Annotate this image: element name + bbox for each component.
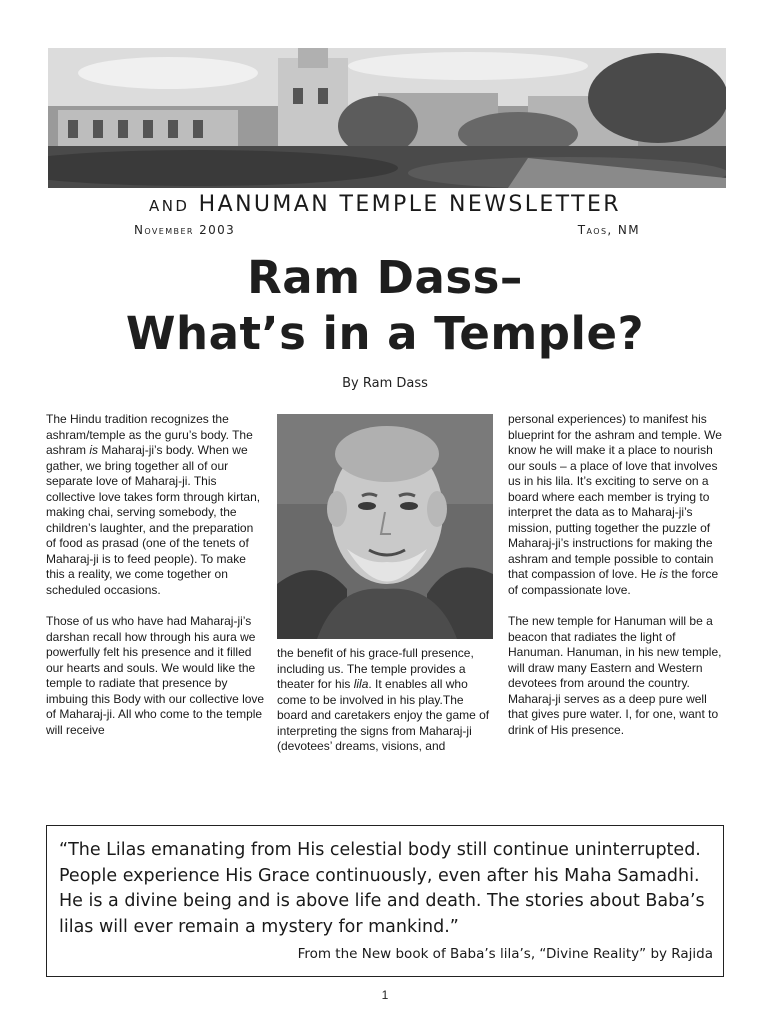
issue-location: Taos, NM	[577, 223, 640, 237]
article-column-3	[508, 412, 730, 754]
pull-quote-box	[46, 825, 724, 977]
paragraph: The new temple for Hanuman will be a beacon that radiates the light of Hanuman. Hanuman, in his new temple, will draw many Eastern and Western devotees from around the country. Maharaj-ji serves as a deep pure well that gives pure water. I, for one, want to drink of His presence.	[508, 614, 722, 737]
pull-quote-text: “The Lilas emanating from His celestial body still continue uninterrupted. People experience His Grace continuously, even after his Maha Samadhi. He is a divine being and is above life and death. The stories about Baba’s lilas will ever remain a mystery for mankind.”	[59, 840, 705, 937]
paragraph: personal experiences) to manifest his blueprint for the ashram and temple. We know he will make it a place to nourish our souls – a place of love that involves us in his lila. It’s exciting to serve on a board where each member is trying to interpret the data as to Maharaj-ji’s mission, putting together the puzzle of Maharaj-ji’s instructions for making the ashram and temple possible to contain that compassion of love. He is the force of compassionate love.	[508, 412, 722, 597]
issue-date: November 2003	[134, 223, 236, 237]
banner-photo-temple-grounds	[48, 48, 726, 188]
page-number: 1	[381, 988, 389, 1002]
article-byline: By Ram Dass	[342, 376, 428, 391]
masthead-name: HANUMAN TEMPLE NEWSLETTER	[198, 192, 621, 217]
pull-quote-source: From the New book of Baba’s lila’s, “Divine Reality” by Rajida	[297, 946, 713, 962]
article-column-1	[46, 412, 266, 754]
article-headline	[0, 250, 770, 362]
paragraph: the benefit of his grace-full presence, including us. The temple provides a theater for his lila. It enables all who come to be involved in his play.The board and caretakers enjoy the game of interpreting the signs from Maharaj-ji (devotees’ dreams, visions, and	[277, 646, 490, 753]
paragraph: Those of us who have had Maharaj-ji’s darshan recall how through his aura we powerfully felt his presence and it filled our hearts and souls. We would like the temple to radiate that presence by imbuing this Body with our collective love of Maharaj-ji. All who come to the temple will receive	[46, 614, 265, 737]
paragraph: The Hindu tradition recognizes the ashram/temple as the guru’s body. The ashram is Maharaj-ji’s body. When we gather, we bring together all of our separate love of Maharaj-ji. This collective love takes form through kirtan, making chai, serving somebody, the children’s laughter, and the preparation of food as prasad (one of the tenets of Maharaj-ji is to feed people). To make this a reality, we come together on scheduled occasions.	[46, 412, 261, 597]
headline-line-1: Ram Dass–	[247, 251, 523, 304]
masthead-title	[0, 192, 770, 217]
masthead-prefix: and	[149, 192, 190, 217]
portrait-photo	[277, 414, 493, 639]
headline-line-2: What’s in a Temple?	[125, 307, 645, 360]
article-column-2	[277, 646, 497, 771]
